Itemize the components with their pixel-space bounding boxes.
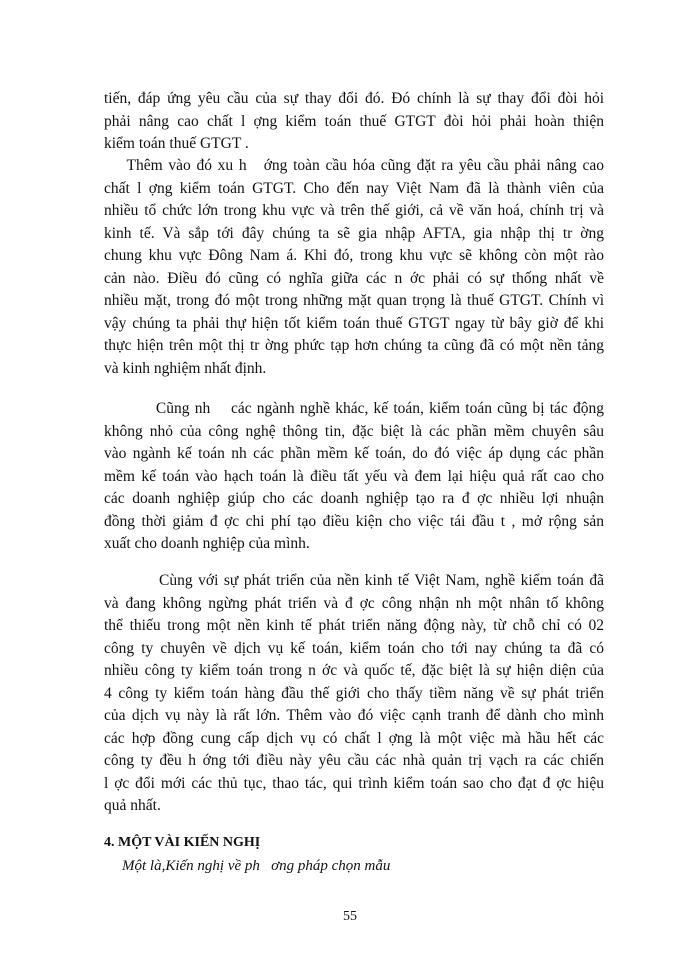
text-line: nhiều công ty kiểm toán trong n ớc và quốc tế, đặc biệt là sự hiện diện của: [104, 662, 604, 679]
text-line: nhiều mặt, trong đó một trong những mặt quan trọng là thuế GTGT. Chính vì: [104, 292, 604, 309]
text-line: thực hiện trên một thị tr ờng phức tạp hơn chúng ta cũng đã có một nền tảng: [104, 337, 604, 354]
text-line: của dịch vụ này là rất lớn. Thêm vào đó việc cạnh tranh để dành cho mình: [104, 707, 604, 724]
text-line: và kinh nghiệm nhất định.: [104, 359, 267, 377]
text-line: kiểm toán thuế GTGT .: [104, 135, 249, 152]
text-line: công ty chuyên về dịch vụ kế toán, kiểm toán cho tới nay chúng ta đã có: [104, 639, 604, 657]
text-line: Thêm vào đó xu h ớng toàn cầu hóa cũng đặt ra yêu cầu phải nâng cao: [104, 157, 604, 174]
text-line: chung khu vực Đông Nam á. Khi đó, trong khu vực sẽ không còn một rào: [104, 247, 604, 264]
text-line: công ty đều h ớng tới điều này yêu cầu các nhà quản trị vạch ra các chiến: [104, 752, 604, 769]
page-number: 55: [343, 909, 357, 924]
text-line: Cùng với sự phát triển của nền kinh tế Việt Nam, nghề kiểm toán đã: [104, 572, 604, 589]
text-line: cản nào. Điều đó cũng có nghĩa giữa các n ớc phải có sự thống nhất về: [104, 269, 604, 287]
text-line: các hợp đồng cung cấp dịch vụ có chất l ợng là một việc mà hầu hết các: [104, 729, 604, 747]
section-subheading: Một là,Kiến nghị về ph ơng pháp chọn mẫu: [122, 858, 391, 874]
text-line: đồng thời giảm đ ợc chi phí tạo điều kiện cho việc tái đầu t , mở rộng sản: [104, 512, 604, 530]
paragraph-4: [104, 570, 604, 818]
text-line: 4 công ty kiểm toán hàng đầu thế giới cho thấy tiềm năng về sự phát triển: [104, 684, 604, 702]
text-line: phải nâng cao chất l ợng kiểm toán thuế GTGT đòi hỏi phải hoàn thiện: [104, 112, 604, 130]
text-line: vào ngành kế toán nh các phần mềm kế toán, do đó việc áp dụng các phần: [104, 445, 604, 462]
text-line: xuất cho doanh nghiệp của mình.: [104, 535, 310, 552]
paragraph-1: [104, 88, 604, 156]
paragraph-2: [104, 155, 604, 380]
text-line: thể thiếu trong một nền kinh tế phát triển năng động này, từ chỗ chỉ có 02: [104, 617, 604, 634]
text-line: chất l ợng kiểm toán GTGT. Cho đến nay Việt Nam đã là thành viên của: [104, 179, 604, 197]
section-heading: 4. MỘT VÀI KIẾN NGHỊ: [104, 835, 261, 850]
text-line: mềm kế toán vào hạch toán là điều tất yếu và đem lại hiệu quả rất cao cho: [104, 467, 604, 485]
text-line: l ợc đổi mới các thủ tục, thao tác, qui trình kiểm toán sao cho đạt đ ợc hiệu: [104, 774, 604, 792]
text-line: kinh tế. Và sắp tới đây chúng ta sẽ gia nhập AFTA, gia nhập thị tr ờng: [104, 224, 604, 242]
text-line: không nhỏ của công nghệ thông tin, đặc biệt là các phần mềm chuyên sâu: [104, 422, 604, 440]
text-line: nhiều tổ chức lớn trong khu vực và trên thế giới, cả về văn hoá, chính trị và: [104, 202, 604, 219]
text-line: quả nhất.: [104, 797, 161, 814]
text-line: vậy chúng ta phải thự hiện tốt kiểm toán thuế GTGT ngay từ bây giờ để khi: [104, 314, 604, 332]
text-line: các doanh nghiệp giúp cho các doanh nghiệp tạo ra đ ợc nhiều lợi nhuận: [104, 490, 604, 507]
text-line: tiến, đáp ứng yêu cầu của sự thay đổi đó. Đó chính là sự thay đổi đòi hỏi: [104, 90, 604, 107]
paragraph-3: [104, 398, 604, 556]
text-line: và đang không ngừng phát triển và đ ợc công nhận nh một nhân tố không: [104, 594, 604, 612]
text-line: Cũng nh các ngành nghề khác, kế toán, kiểm toán cũng bị tác động: [104, 400, 604, 417]
